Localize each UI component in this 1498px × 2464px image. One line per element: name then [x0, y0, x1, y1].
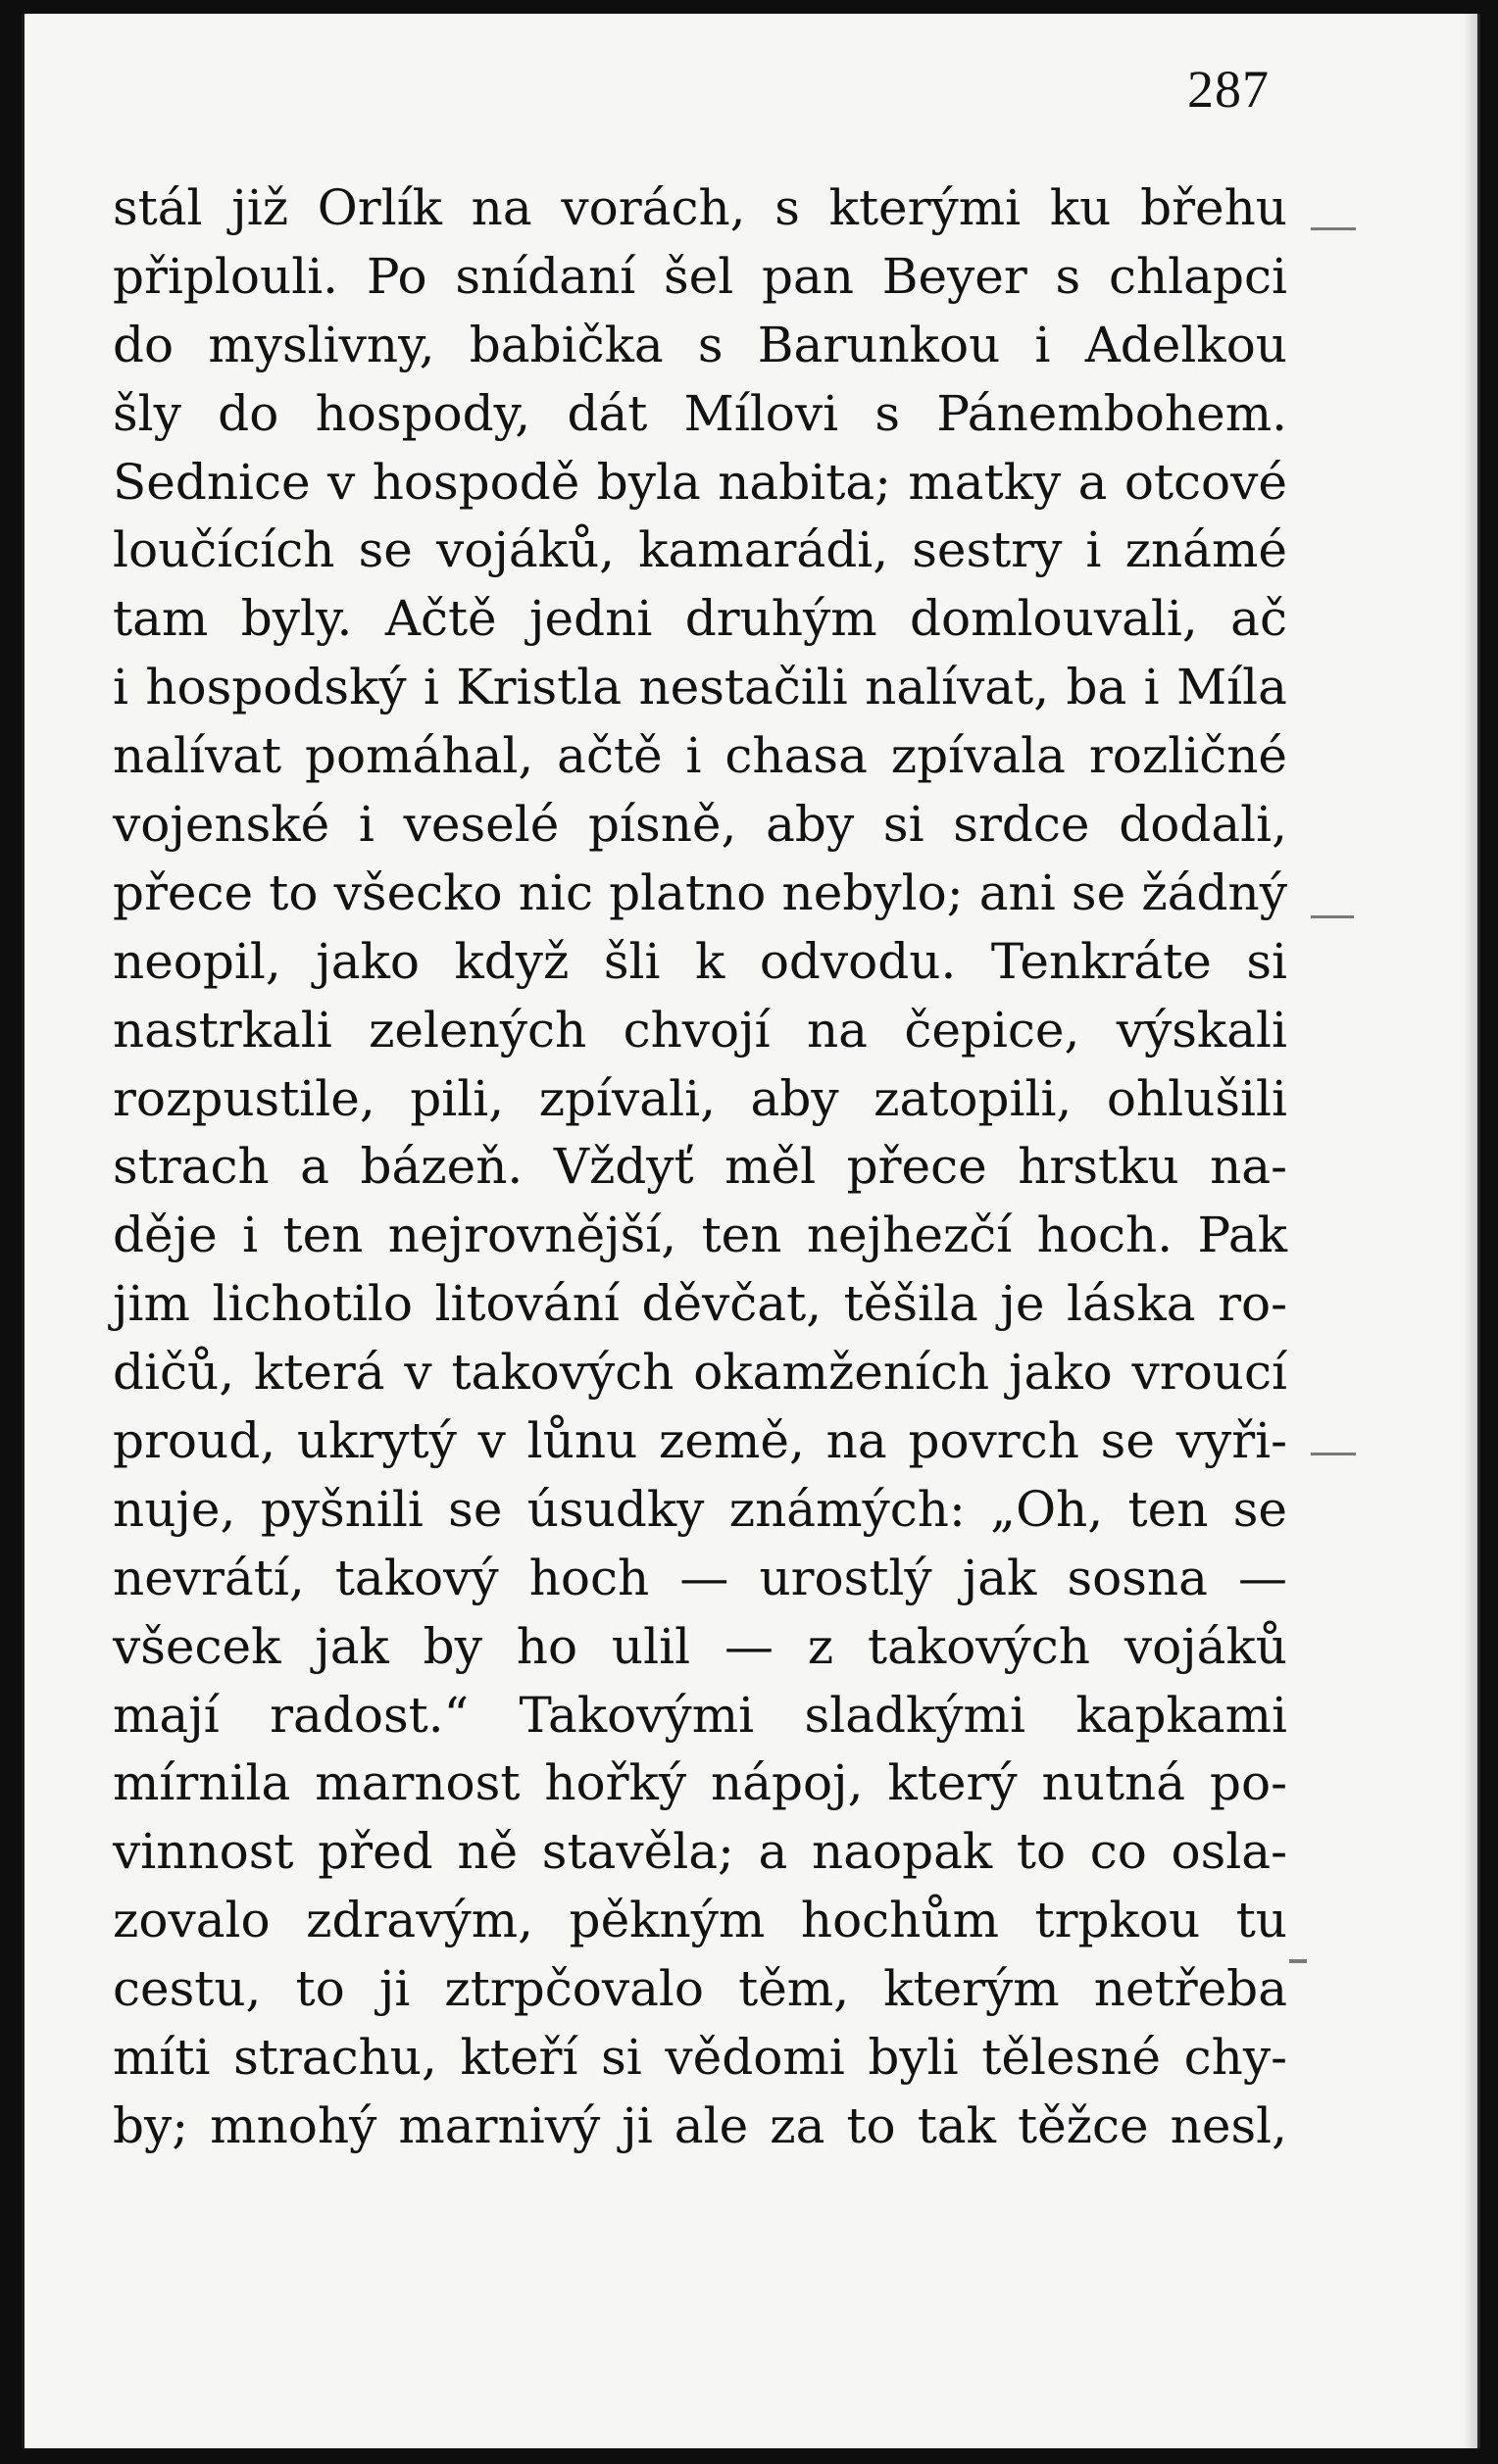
- text-line: jim lichotilo litování děvčat, těšila je láska ro-: [113, 1275, 1287, 1333]
- text-line: stál již Orlík na vorách, s kterými ku břehu: [113, 179, 1287, 236]
- text-line: nastrkali zelených chvojí na čepice, výskali: [113, 1001, 1287, 1059]
- margin-mark: [1289, 1959, 1307, 1963]
- text-line: cestu, to ji ztrpčovalo těm, kterým netřeba: [113, 1960, 1287, 2018]
- text-line: tam byly. Ačtě jedni druhým domlouvali, ač: [113, 590, 1287, 648]
- page-body-text: [113, 174, 1287, 2161]
- margin-mark: [1311, 915, 1354, 918]
- text-line: mírnila marnost hořký nápoj, který nutná po-: [113, 1754, 1287, 1812]
- margin-mark: [1311, 227, 1356, 230]
- text-line: proud, ukrytý v lůnu země, na povrch se vyři-: [113, 1412, 1287, 1470]
- page-edge-shadow: [1464, 14, 1477, 2448]
- text-line: přece to všecko nic platno nebylo; ani se žádný: [113, 863, 1287, 921]
- text-line: strach a bázeň. Vždyť měl přece hrstku na-: [113, 1138, 1287, 1196]
- text-line: vinnost před ně stavěla; a naopak to co osla-: [113, 1823, 1287, 1881]
- margin-mark: [1311, 1453, 1356, 1455]
- text-line: do myslivny, babička s Barunkou i Adelkou: [113, 316, 1287, 373]
- text-line: rozpustile, pili, zpívali, aby zatopili, ohlušili: [113, 1069, 1287, 1127]
- book-page: [22, 14, 1480, 2448]
- text-line: míti strachu, kteří si vědomi byli tělesné chy-: [113, 2029, 1287, 2087]
- text-line: vojenské i veselé písně, aby si srdce dodali,: [113, 796, 1287, 854]
- text-line: připlouli. Po snídaní šel pan Beyer s chlapci: [113, 247, 1287, 305]
- text-line: by; mnohý marnivý ji ale za to tak těžce nesl,: [113, 2096, 1287, 2154]
- text-line: mají radost.“ Takovými sladkými kapkami: [113, 1686, 1287, 1744]
- text-line: děje i ten nejrovnější, ten nejhezčí hoch. Pak: [113, 1207, 1287, 1264]
- text-line: i hospodský i Kristla nestačili nalívat, ba i Míla: [113, 659, 1287, 716]
- text-line: loučících se vojáků, kamarádi, sestry i známé: [113, 521, 1287, 579]
- text-line: dičů, která v takových okamženích jako vroucí: [113, 1344, 1287, 1402]
- text-line: Sednice v hospodě byla nabita; matky a otcové: [113, 453, 1287, 511]
- text-line: zovalo zdravým, pěkným hochům trpkou tu: [113, 1892, 1287, 1949]
- text-line: neopil, jako když šli k odvodu. Tenkráte si: [113, 932, 1287, 990]
- text-line: všecek jak by ho ulil — z takových vojáků: [113, 1617, 1287, 1675]
- text-line: nuje, pyšnili se úsudky známých: „Oh, ten se: [113, 1480, 1287, 1538]
- page-number: 287: [1187, 60, 1270, 119]
- text-line: šly do hospody, dát Mílovi s Pánembohem.: [113, 384, 1287, 442]
- text-line: nevrátí, takový hoch — urostlý jak sosna —: [113, 1549, 1287, 1606]
- text-line: nalívat pomáhal, ačtě i chasa zpívala rozličné: [113, 727, 1287, 785]
